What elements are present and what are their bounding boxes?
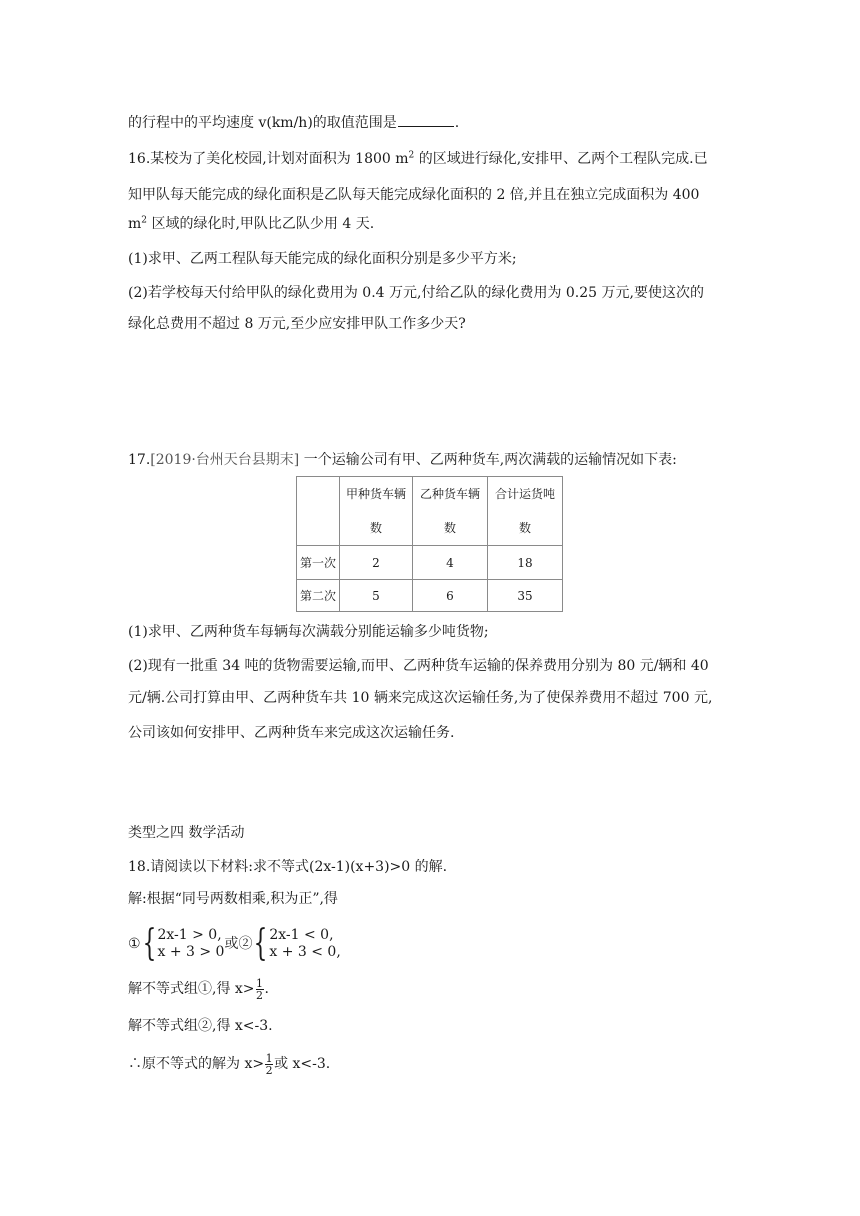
- table-cell: 6: [413, 580, 488, 612]
- text: 2x-1 > 0,: [157, 927, 222, 943]
- table-cell: [413, 477, 488, 546]
- numerator: 1: [265, 1051, 273, 1065]
- text: 2x-1 < 0,: [269, 927, 334, 943]
- text: ∴原不等式的解为 x>: [128, 1056, 265, 1072]
- q16-line-2: 知甲队每天能完成的绿化面积是乙队每天能完成绿化面积的 2 倍,并且在独立完成面积为 400: [128, 187, 700, 203]
- table-cell: [297, 477, 340, 546]
- text: 合计运货吨: [494, 487, 555, 501]
- text: 数: [518, 521, 531, 535]
- table-cell: 第二次: [297, 580, 340, 612]
- section-heading: 类型之四 数学活动: [128, 825, 245, 841]
- table-cell: 第一次: [297, 546, 340, 580]
- text: 17.: [128, 452, 151, 468]
- text: 或②: [224, 936, 253, 952]
- system-2: [269, 927, 340, 961]
- circled-one: ①: [128, 936, 141, 952]
- table-row: [297, 546, 563, 580]
- freight-table: [296, 476, 563, 612]
- table-cell: [340, 477, 413, 546]
- denominator: 2: [265, 1063, 273, 1077]
- source-tag: [2019·台州天台县期末]: [150, 452, 300, 468]
- text: m: [128, 216, 142, 232]
- text: 乙种货车辆: [419, 487, 480, 501]
- text: 解不等式组①,得 x>: [128, 981, 255, 997]
- superscript: 2: [408, 150, 415, 161]
- system-1: [157, 927, 224, 961]
- q16-part-2b: 绿化总费用不超过 8 万元,至少应安排甲队工作多少天?: [128, 316, 466, 332]
- q17-part-2c: 公司该如何安排甲、乙两种货车来完成这次运输任务.: [128, 725, 455, 741]
- table-cell: 18: [488, 546, 563, 580]
- table-row: [297, 580, 563, 612]
- text: 数: [443, 521, 456, 535]
- fraction-half: [265, 1053, 273, 1076]
- q16-line-3: [128, 214, 374, 234]
- solve-2: 解不等式组②,得 x<-3.: [128, 1018, 273, 1034]
- text: .: [454, 115, 460, 131]
- q16-line-1: [128, 149, 708, 169]
- table-header-row: [297, 477, 563, 546]
- q15-tail: [128, 112, 459, 133]
- text: 的区域进行绿化,安排甲、乙两个工程队完成.已: [414, 151, 708, 167]
- numerator: 1: [256, 976, 264, 990]
- q17-part-2a: (2)现有一批重 34 吨的货物需要运输,而甲、乙两种货车运输的保养费用分别为 80 元/辆和 40: [128, 658, 709, 674]
- text: x + 3 > 0: [157, 944, 225, 960]
- table-cell: [488, 477, 563, 546]
- text: .: [264, 981, 269, 997]
- table-cell: 35: [488, 580, 563, 612]
- superscript: 2: [141, 215, 148, 226]
- text: x + 3 < 0,: [269, 944, 341, 960]
- text: 一个运输公司有甲、乙两种货车,两次满载的运输情况如下表:: [299, 452, 677, 468]
- table-cell: 4: [413, 546, 488, 580]
- text: 区域的绿化时,甲队比乙队少用 4 天.: [147, 216, 375, 232]
- brace: {: [254, 923, 268, 964]
- conclusion: [128, 1050, 330, 1078]
- text: 数: [369, 521, 382, 535]
- q18-solution-intro: 解:根据“同号两数相乘,积为正”,得: [128, 891, 338, 907]
- brace: {: [142, 923, 156, 964]
- table-cell: 5: [340, 580, 413, 612]
- q17-header: [128, 450, 677, 470]
- table-cell: 2: [340, 546, 413, 580]
- text: 的行程中的平均速度 v(km/h)的取值范围是: [128, 115, 397, 131]
- text: 甲种货车辆: [345, 487, 406, 501]
- text: 或 x<-3.: [274, 1056, 331, 1072]
- q18-prompt: 18.请阅读以下材料:求不等式(2x-1)(x+3)>0 的解.: [128, 859, 448, 875]
- q17-part-1: (1)求甲、乙两种货车每辆每次满载分别能运输多少吨货物;: [128, 624, 489, 640]
- q17-part-2b: 元/辆.公司打算由甲、乙两种货车共 10 辆来完成这次运输任务,为了使保养费用不超过 700 元,: [128, 690, 713, 706]
- inequality-systems: [128, 924, 341, 964]
- q16-part-1: (1)求甲、乙两工程队每天能完成的绿化面积分别是多少平方米;: [128, 251, 517, 267]
- fraction-half: [256, 978, 264, 1001]
- text: 16.某校为了美化校园,计划对面积为 1800 m: [128, 151, 409, 167]
- answer-blank: [398, 112, 454, 127]
- denominator: 2: [256, 988, 264, 1002]
- solve-1: [128, 975, 269, 1003]
- q16-part-2a: (2)若学校每天付给甲队的绿化费用为 0.4 万元,付给乙队的绿化费用为 0.25 万元,要使这次的: [128, 285, 704, 301]
